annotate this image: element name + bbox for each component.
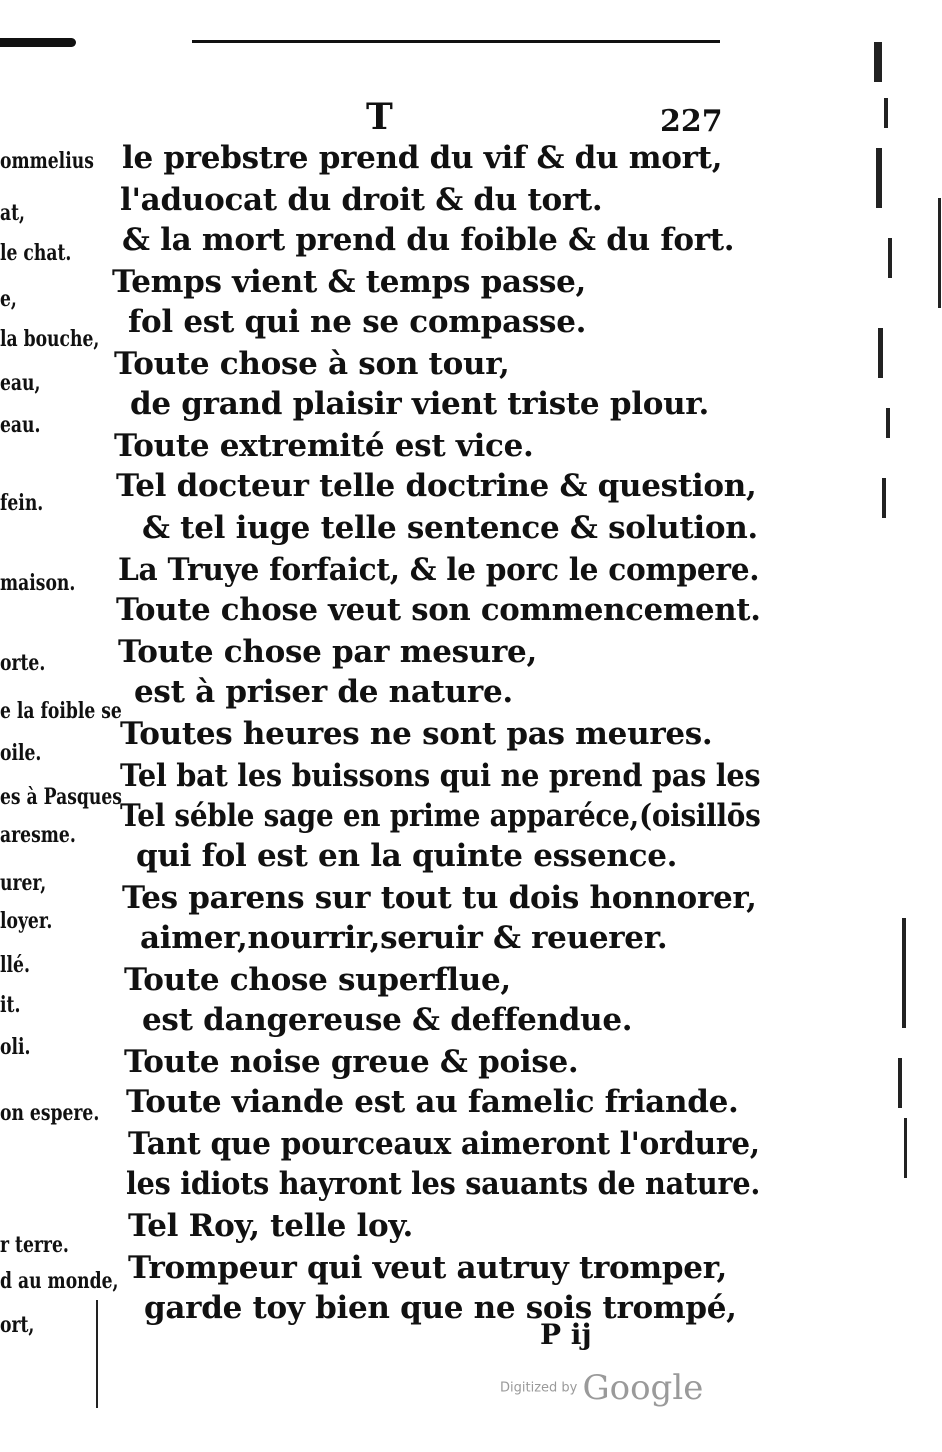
text-line: Toute chose à son tour,	[114, 346, 510, 382]
page-number: 227	[660, 104, 723, 139]
gutter-line	[96, 1300, 98, 1408]
facing-page-fragment: ommelius	[0, 148, 94, 174]
facing-page-fragment: oile.	[0, 740, 42, 766]
text-line: Trompeur qui veut autruy tromper,	[128, 1250, 727, 1286]
facing-page-fragment: eau,	[0, 370, 41, 396]
facing-page-fragment: on espere.	[0, 1100, 100, 1126]
facing-page-fragment: r terre.	[0, 1232, 69, 1258]
signature-mark: P ij	[540, 1318, 592, 1351]
text-line: est dangereuse & deffendue.	[142, 1002, 633, 1038]
facing-page-fragment: fein.	[0, 490, 44, 516]
text-line: qui fol est en la quinte essence.	[136, 838, 678, 874]
watermark-prefix: Digitized by	[500, 1380, 578, 1396]
facing-page-fragment: loyer.	[0, 908, 53, 934]
google-logo: Google	[582, 1368, 704, 1408]
facing-page-fragment: e,	[0, 286, 17, 312]
facing-page-fragment: oli.	[0, 1034, 31, 1060]
facing-page-fragment: urer,	[0, 870, 47, 896]
facing-page-fragment: it.	[0, 992, 21, 1018]
text-line: Toute noise greue & poise.	[124, 1044, 579, 1080]
facing-page-fragment: la bouche,	[0, 326, 100, 352]
facing-page-fragment: d au monde,	[0, 1268, 119, 1294]
facing-page-fragment: aresme.	[0, 822, 76, 848]
facing-page-fragment: at,	[0, 200, 26, 226]
text-line: & tel iuge telle sentence & solution.	[142, 510, 758, 546]
text-line: Tes parens sur tout tu dois honnorer,	[122, 880, 757, 916]
facing-page-fragment: maison.	[0, 570, 76, 596]
text-line: Toute chose veut son commencement.	[116, 592, 761, 628]
text-line: Toute viande est au famelic friande.	[126, 1084, 739, 1120]
text-line: l'aduocat du droit & du tort.	[120, 182, 603, 218]
text-line: fol est qui ne se compasse.	[128, 304, 587, 340]
text-line: Toute extremité est vice.	[114, 428, 534, 464]
text-line: garde toy bien que ne sois trompé,	[144, 1290, 737, 1326]
text-line: de grand plaisir vient triste plour.	[130, 386, 709, 422]
running-header-letter: T	[366, 96, 393, 138]
facing-page-fragment: es à Pasques	[0, 784, 122, 810]
text-line: Toute chose superflue,	[124, 962, 511, 998]
text-line: Tel séble sage en prime apparéce,(oisillōs	[120, 798, 761, 834]
facing-page-fragment: llé.	[0, 952, 30, 978]
text-line: La Truye forfaict, & le porc le compere.	[118, 552, 760, 588]
facing-page-fragment: ort,	[0, 1312, 35, 1338]
text-line: aimer,nourrir,seruir & reuerer.	[140, 920, 668, 956]
text-line: Toute chose par mesure,	[118, 634, 537, 670]
facing-page-fragment: le chat.	[0, 240, 72, 266]
digitized-watermark	[500, 1368, 703, 1408]
text-line: Tel docteur telle doctrine & question,	[116, 468, 757, 504]
header-rule	[192, 40, 720, 43]
facing-page-fragment: e la foible se	[0, 698, 122, 724]
text-line: Tant que pourceaux aimeront l'ordure,	[128, 1126, 760, 1162]
text-line: Tel bat les buissons qui ne prend pas les	[120, 758, 761, 794]
facing-page-fragment: eau.	[0, 412, 41, 438]
next-page-edge	[868, 38, 942, 1188]
facing-page-fragments	[0, 0, 122, 1452]
text-line: & la mort prend du foible & du fort.	[122, 222, 735, 258]
text-line: Toutes heures ne sont pas meures.	[120, 716, 713, 752]
text-line: les idiots hayront les sauants de nature.	[126, 1166, 761, 1202]
text-line: Tel Roy, telle loy.	[128, 1208, 413, 1244]
text-line: Temps vient & temps passe,	[112, 264, 587, 300]
text-line: le prebstre prend du vif & du mort,	[122, 140, 723, 176]
text-line: est à priser de nature.	[134, 674, 513, 710]
facing-page-fragment: orte.	[0, 650, 46, 676]
